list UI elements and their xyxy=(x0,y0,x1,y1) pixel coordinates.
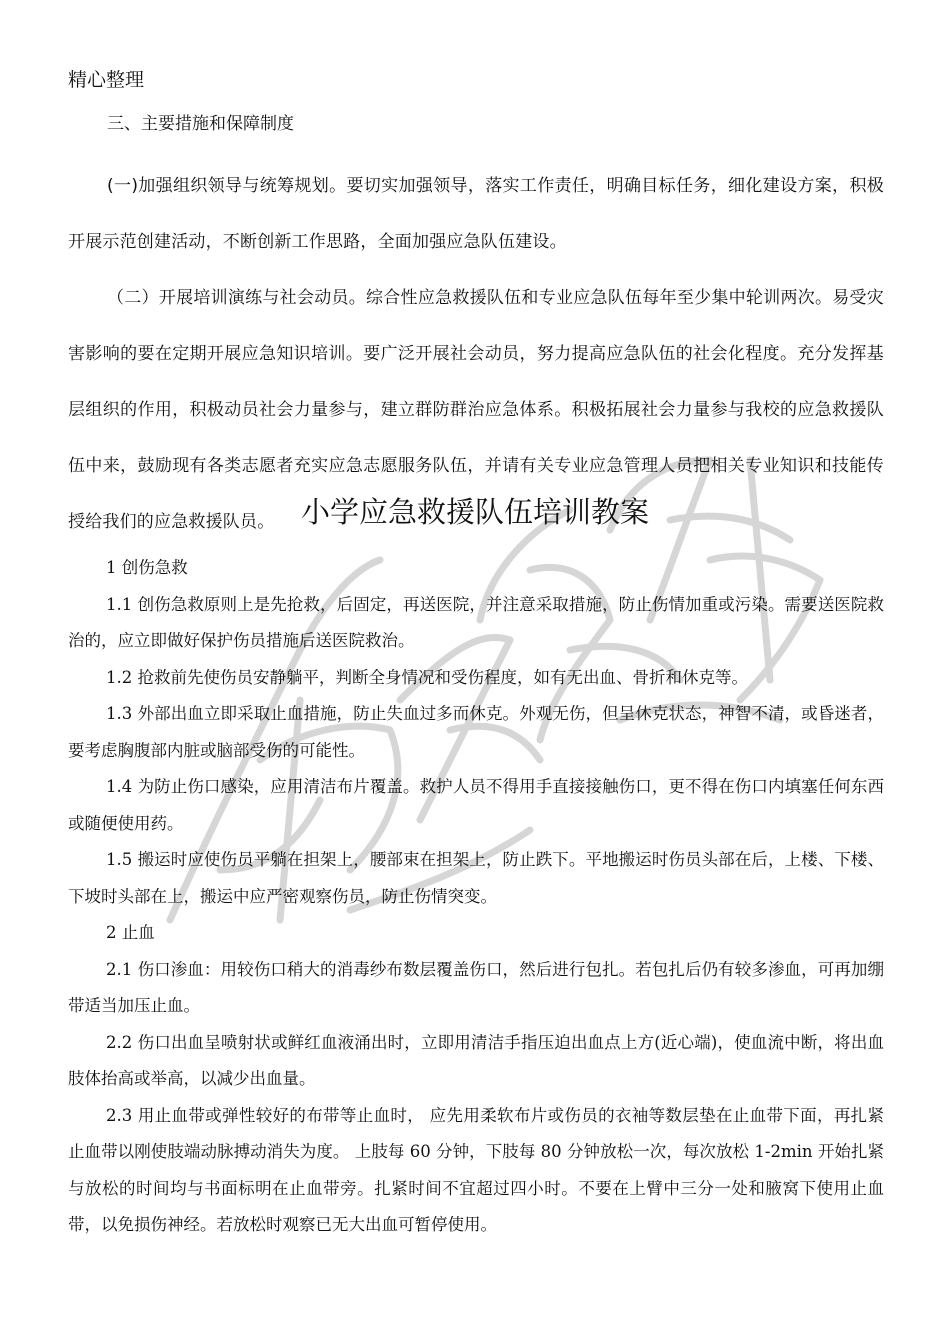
paragraph-1-1: 1.1 创伤急救原则上是先抢救，后固定，再送医院，并注意采取措施，防止伤情加重或污染。需要送医院救治的，应立即做好保护伤员措施后送医院救治。 xyxy=(68,594,884,650)
paragraph-1-4: 1.4 为防止伤口感染，应用清洁布片覆盖。救护人员不得用手直接接触伤口，更不得在伤口内填塞任何东西或随便使用药。 xyxy=(68,777,884,833)
paragraph-2-1: 2.1 伤口渗血：用较伤口稍大的消毒纱布数层覆盖伤口，然后进行包扎。若包扎后仍有较多渗血，可再加绷带适当加压止血。 xyxy=(68,959,884,1015)
measures-paragraph-1: (一)加强组织领导与统筹规划。要切实加强领导，落实工作责任，明确目标任务，细化建设方案，积极开展示范创建活动，不断创新工作思路，全面加强应急队伍建设。 xyxy=(68,176,884,252)
section-heading: 三、主要措施和保障制度 xyxy=(107,114,294,134)
paragraph-1-3: 1.3 外部出血立即采取止血措施，防止失血过多而休克。外观无伤，但呈休克状态，神智不清，或昏迷者，要考虑胸腹部内脏或脑部受伤的可能性。 xyxy=(68,704,884,760)
paragraph-1-5: 1.5 搬运时应使伤员平躺在担架上，腰部束在担架上，防止跌下。平地搬运时伤员头部在后，上楼、下楼、下坡时头部在上，搬运中应严密观察伤员，防止伤情突变。 xyxy=(68,850,884,906)
heading-trauma-first-aid: 1 创伤急救 xyxy=(106,558,188,577)
measures-paragraph-2: （二）开展培训演练与社会动员。综合性应急救援队伍和专业应急队伍每年至少集中轮训两次。易受灾害影响的要在定期开展应急知识培训。要广泛开展社会动员，努力提高应急队伍的社会化程度。充分发挥基层组织的作用，积极动员社会力量参与，建立群防群治应急体系。积极拓展社会力量参与我校的应急救援队伍中来，鼓励现有各类志愿者充实应急志愿服务队伍，并请有关专业应急管理人员把相关专业知识和技能传授给我们的应急救援队员。 xyxy=(68,288,884,532)
section-measures xyxy=(68,110,884,550)
document-title: 小学应急救援队伍培训教案 xyxy=(300,495,649,529)
lesson-body xyxy=(68,550,884,1244)
header-label: 精心整理 xyxy=(68,69,145,91)
paragraph-2-2: 2.2 伤口出血呈喷射状或鲜红血液涌出时，立即用清洁手指压迫出血点上方(近心端)，使血流中断，将出血肢体抬高或举高，以减少出血量。 xyxy=(68,1032,884,1088)
paragraph-1-2: 1.2 抢救前先使伤员安静躺平，判断全身情况和受伤程度，如有无出血、骨折和休克等。 xyxy=(106,667,748,687)
heading-hemostasis: 2 止血 xyxy=(106,923,155,942)
paragraph-2-3: 2.3 用止血带或弹性较好的布带等止血时， 应先用柔软布片或伤员的衣袖等数层垫在止血带下面，再扎紧止血带以刚使肢端动脉搏动消失为度。 上肢每 60 分钟，下肢每 80 分钟放松一次，每次放松 1-2min 开始扎紧与放松的时间均与书面标明在止血带旁。扎紧时间不宜超过四小时。不要在上臂中三分一处和腋窝下使用止血带，以免损伤神经。若放松时观察已无大出血可暂停使用。 xyxy=(68,1105,884,1234)
